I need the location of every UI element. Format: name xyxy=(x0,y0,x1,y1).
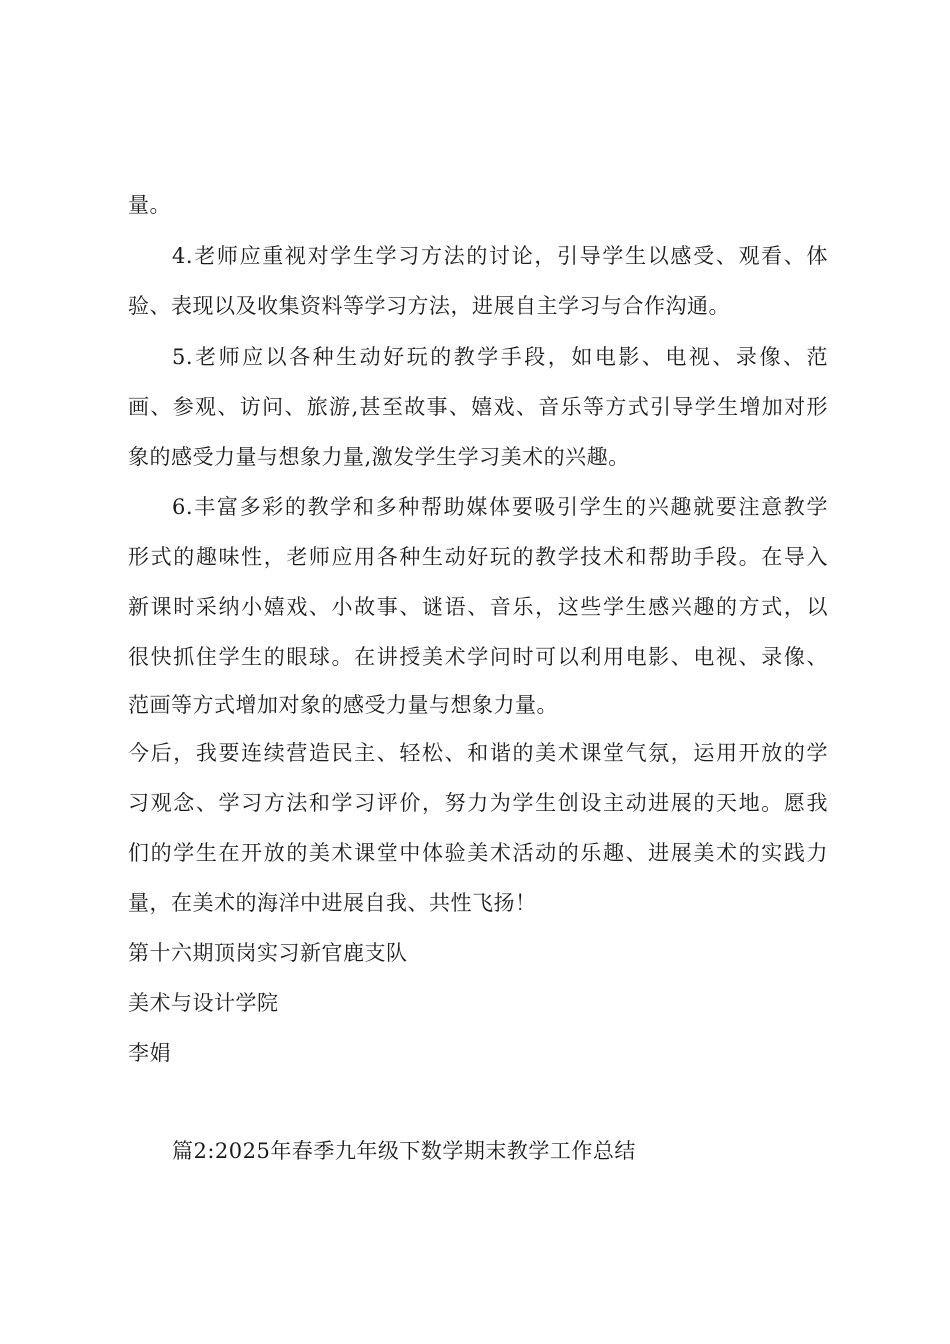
paragraph-line: 量，在美术的海洋中进展自我、共性飞扬！ xyxy=(128,891,537,915)
signature-team: 第十六期顶岗实习新官鹿支队 xyxy=(128,941,408,965)
paragraph-line: 很快抓住学生的眼球。在讲授美术学问时可以利用电影、电视、录像、 xyxy=(128,645,828,669)
signature-college: 美术与设计学院 xyxy=(128,991,279,1015)
paragraph-line: 6.丰富多彩的教学和多种帮助媒体要吸引学生的兴趣就要注意教学 xyxy=(172,495,828,519)
signature-author: 李娟 xyxy=(128,1041,171,1065)
section-heading: 篇2:2025年春季九年级下数学期末教学工作总结 xyxy=(172,1139,636,1163)
paragraph-line: 范画等方式增加对象的感受力量与想象力量。 xyxy=(128,693,558,717)
paragraph-line: 量。 xyxy=(128,193,171,217)
paragraph-line: 们的学生在开放的美术课堂中体验美术活动的乐趣、进展美术的实践力 xyxy=(128,841,828,865)
paragraph-line: 象的感受力量与想象力量,激发学生学习美术的兴趣。 xyxy=(128,445,630,469)
paragraph-line: 画、参观、访问、旅游,甚至故事、嬉戏、音乐等方式引导学生增加对形 xyxy=(128,395,828,419)
paragraph-line: 形式的趣味性，老师应用各种生动好玩的教学技术和帮助手段。在导入 xyxy=(128,545,828,569)
paragraph-line: 验、表现以及收集资料等学习方法，进展自主学习与合作沟通。 xyxy=(128,294,730,318)
paragraph-line: 4.老师应重视对学生学习方法的讨论，引导学生以感受、观看、体 xyxy=(172,244,828,268)
paragraph-line: 习观念、学习方法和学习评价，努力为学生创设主动进展的天地。愿我 xyxy=(128,791,828,815)
paragraph-line: 新课时采纳小嬉戏、小故事、谜语、音乐，这些学生感兴趣的方式，以 xyxy=(128,595,828,619)
paragraph-line: 5.老师应以各种生动好玩的教学手段，如电影、电视、录像、范 xyxy=(172,345,828,369)
paragraph-line: 今后，我要连续营造民主、轻松、和谐的美术课堂气氛，运用开放的学 xyxy=(128,741,828,765)
